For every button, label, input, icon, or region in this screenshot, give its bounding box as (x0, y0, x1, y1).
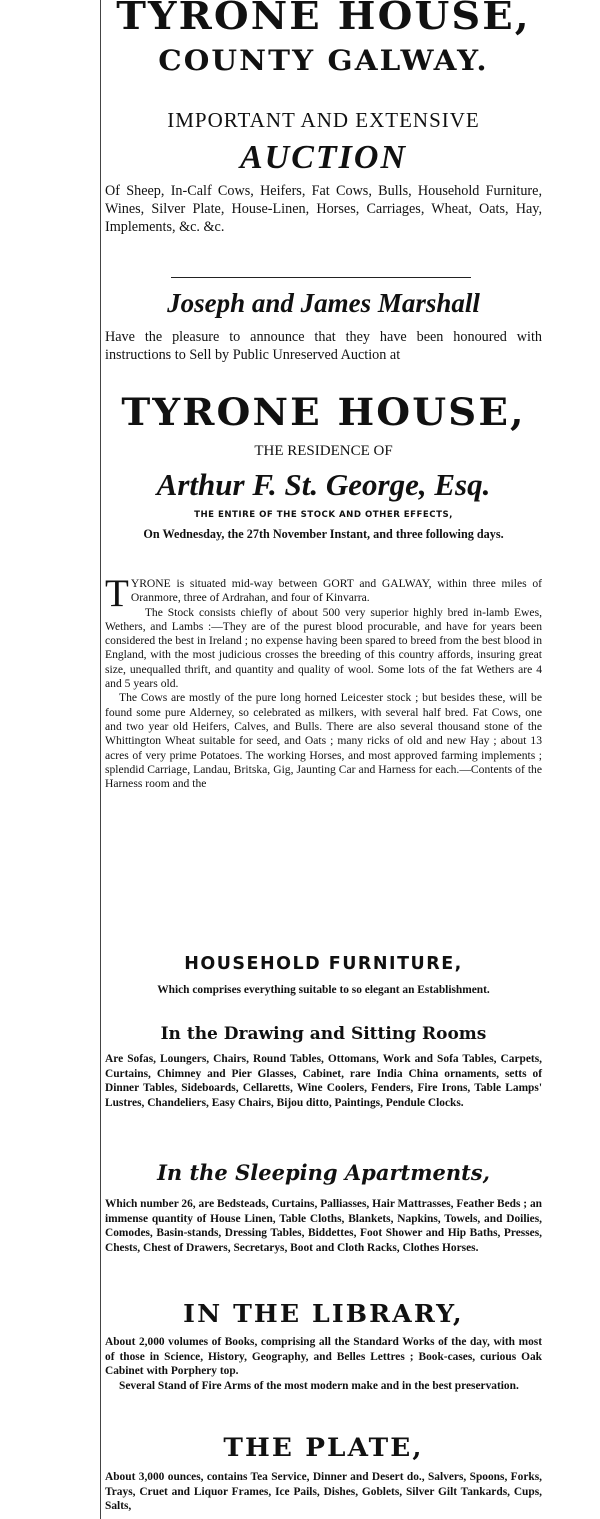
library-p2: Several Stand of Fire Arms of the most modern make and in the best preservation. (119, 1379, 519, 1392)
description-p1: YRONE is situated mid-way between GORT and GALWAY, within three miles of Oranmore, three of Ardrahan, and four of Kinvarra. (130, 577, 542, 605)
venue-title: TYRONE HOUSE, (121, 390, 526, 434)
auction-heading: AUCTION (239, 139, 408, 176)
auctioneers-announcement: Have the pleasure to announce that they have been honoured with instructions to Sell by Public Unreserved Auction at (105, 329, 542, 363)
drawing-rooms-heading: In the Drawing and Sitting Rooms (160, 1024, 487, 1044)
furniture-heading: HOUSEHOLD FURNITURE, (184, 954, 463, 974)
drop-cap: T (105, 572, 129, 615)
residence-line: THE RESIDENCE OF (254, 443, 393, 459)
sleeping-text: Which number 26, are Bedsteads, Curtains, Palliasses, Hair Mattrasses, Feather Beds ; an immense quantity of House Linen, Table Cloths, Blankets, Napkins, Towels, and Doilies, Comodes, Basin-stands, Dressing Tables, Biddettes, Foot Shower and Hip Baths, Presses, Chests, Chest of Drawers, Secretarys, Boot and Cloth Racks, Clothes Horses. (105, 1198, 542, 1254)
library-text (101, 1335, 545, 1393)
description-p2: The Stock consists chiefly of about 500 very superior highly bred in-lamb Ewes, Wethers, and Lambs :—They are of the purest blood procurable, and have for years been considered the best in Ireland ; no expense having been spared to breed from the best blood in England, with the most judicious crosses the breeding of this country affords, insuring great size, unequalled thrift, and quantity and quality of wool. Some lots of the fat Wethers are 4 and 5 years old. (105, 605, 542, 691)
library-heading: IN THE LIBRARY, (183, 1299, 464, 1328)
intro-text: Of Sheep, In-Calf Cows, Heifers, Fat Cows, Bulls, Household Furniture, Wines, Silver Plate, House-Linen, Horses, Carriages, Wheat, Oats, Hay, Implements, &c. &c. (105, 183, 542, 235)
furniture-text: Which comprises everything suitable to so elegant an Establishment. (157, 984, 490, 996)
divider (171, 277, 471, 278)
library-p1: About 2,000 volumes of Books, comprising all the Standard Works of the day, with most of those in Science, History, Geography, and Belles Lettres ; Book-cases, curious Oak Cabinet with Porphery top. (105, 1336, 542, 1378)
description (101, 572, 545, 791)
drawing-rooms-text: Are Sofas, Loungers, Chairs, Round Tables, Ottomans, Work and Sofa Tables, Carpets, Curtains, Chimney and Pier Glasses, Cabinet, rare India China ornaments, setts of Dinner Tables, Sideboards, Cellaretts, Wine Coolers, Fenders, Fire Irons, Table Lamps' Lustres, Chandeliers, Easy Chairs, Bijou ditto, Paintings, Pendule Clocks. (105, 1053, 542, 1109)
county-heading: COUNTY GALWAY. (158, 44, 489, 77)
auctioneers-name: Joseph and James Marshall (167, 288, 480, 318)
advertisement-column (100, 0, 545, 1519)
sale-date: On Wednesday, the 27th November Instant, and three following days. (143, 527, 504, 541)
description-p3: The Cows are mostly of the pure long horned Leicester stock ; but besides these, will be found some pure Alderney, so celebrated as milkers, with several half bred. Fat Cows, one and two year old Heifers, Calves, and Bulls. There are also several thousand stone of the Whittington Wheat suitable for seed, and Oats ; many ricks of old and new Hay ; about 13 acres of very prime Potatoes. The working Horses, and most approved farming implements ; splendid Carriage, Landau, Britska, Gig, Jaunting Car and Harness for each.—Contents of the Harness room and the (105, 691, 542, 791)
auction-subtitle: IMPORTANT AND EXTENSIVE (167, 108, 480, 132)
page-title: TYRONE HOUSE, (116, 0, 531, 38)
sleeping-heading: In the Sleeping Apartments, (157, 1160, 490, 1185)
owner-name: Arthur F. St. George, Esq. (156, 467, 491, 502)
stock-heading: THE ENTIRE OF THE STOCK AND OTHER EFFECTS, (194, 510, 453, 520)
plate-text: About 3,000 ounces, contains Tea Service, Dinner and Desert do., Salvers, Spoons, Forks, Trays, Cruet and Liquor Frames, Ice Pails, Dishes, Goblets, Silver Gilt Tankards, Cups, Salts, (105, 1471, 542, 1513)
plate-heading: THE PLATE, (223, 1433, 424, 1462)
